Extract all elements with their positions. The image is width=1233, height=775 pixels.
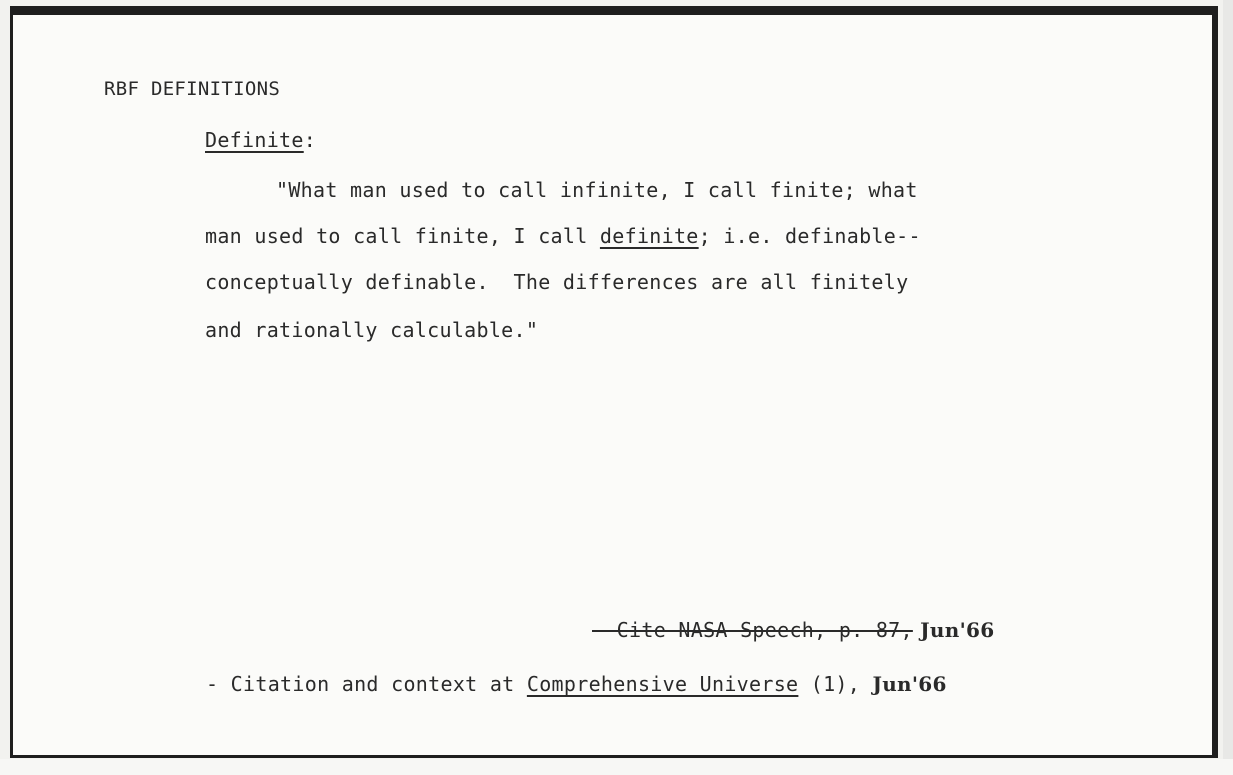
term-colon: :: [303, 128, 317, 152]
citation-line: [206, 672, 947, 696]
citation-date: Jun'66: [872, 672, 947, 696]
citation-prefix: - Citation and context at: [206, 672, 527, 696]
quote-line-2-end: ; i.e. definable--: [698, 224, 921, 248]
quote-underlined-definite: definite: [599, 224, 699, 248]
index-card: [10, 6, 1218, 758]
term-heading: [205, 128, 316, 152]
citation-suffix: (1),: [798, 672, 873, 696]
struck-citation-date: Jun'66: [912, 618, 995, 642]
quote-line-4: and rationally calculable.": [205, 318, 539, 342]
quote-line-2-start: man used to call finite, I call: [205, 224, 600, 248]
background-edge-bottom: [0, 759, 1233, 775]
quote-line-3: conceptually definable. The differences are all finitely: [205, 270, 909, 294]
term-label: Definite: [205, 128, 304, 152]
citation-link[interactable]: Comprehensive Universe: [526, 672, 799, 696]
struck-citation: [592, 618, 994, 642]
struck-citation-text: - Cite NASA Speech, p. 87,: [592, 618, 913, 642]
quote-line-2: [205, 224, 921, 248]
card-heading: RBF DEFINITIONS: [104, 78, 281, 100]
quote-line-1: "What man used to call infinite, I call finite; what: [276, 178, 918, 202]
background-edge-right: [1223, 0, 1233, 775]
